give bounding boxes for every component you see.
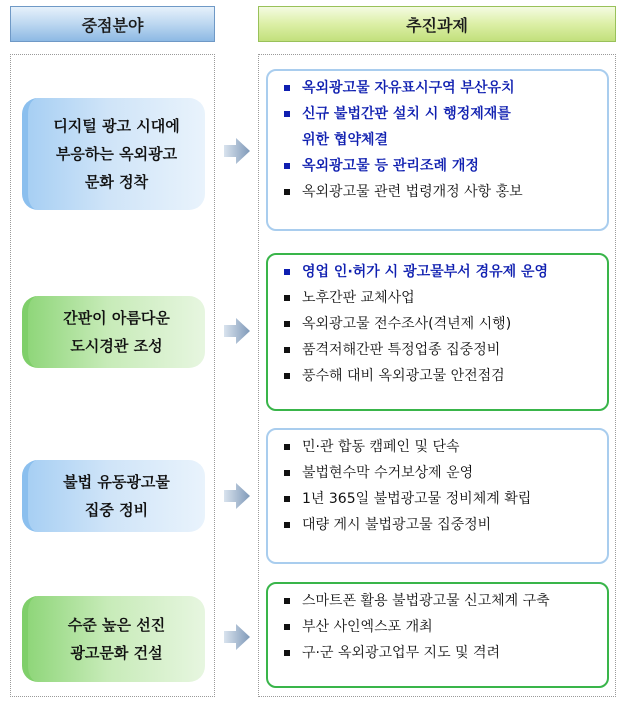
task-box-4 — [266, 582, 609, 688]
bullet-icon — [284, 85, 290, 91]
task-item-continuation: 위한 협약체결 — [302, 132, 389, 148]
task-box-2 — [266, 253, 609, 411]
arrow-right-icon — [222, 622, 252, 652]
arrow-right-icon — [222, 136, 252, 166]
bullet-icon — [284, 598, 290, 604]
task-item: 부산 사인엑스포 개최 — [280, 614, 607, 640]
focus-area-1 — [22, 98, 205, 210]
bullet-icon — [284, 111, 290, 117]
focus-area-label: 문화 정착 — [84, 173, 149, 191]
focus-area-label: 집중 정비 — [84, 501, 149, 519]
focus-area-label: 광고문화 건설 — [70, 644, 163, 662]
task-item: 불법현수막 수거보상제 운영 — [280, 460, 607, 486]
header-tasks: 추진과제 — [258, 6, 616, 42]
task-item: 옥외광고물 관련 법령개정 사항 홍보 — [280, 179, 607, 205]
focus-area-label: 디지털 광고 시대에 — [53, 117, 180, 135]
task-item: 옥외광고물 등 관리조례 개정 — [280, 153, 607, 179]
task-item: 노후간판 교체사업 — [280, 285, 607, 311]
focus-area-label: 불법 유동광고물 — [63, 473, 170, 491]
focus-area-2 — [22, 296, 205, 368]
bullet-icon — [284, 522, 290, 528]
task-item: 민·관 합동 캠페인 및 단속 — [280, 434, 607, 460]
task-item: 영업 인·허가 시 광고물부서 경유제 운영 — [280, 259, 607, 285]
task-item: 신규 불법간판 설치 시 행정제재를 — [280, 101, 607, 127]
focus-area-label: 부응하는 옥외광고 — [55, 145, 178, 163]
bullet-icon — [284, 269, 290, 275]
bullet-icon — [284, 444, 290, 450]
bullet-icon — [284, 470, 290, 476]
task-item: 옥외광고물 자유표시구역 부산유치 — [280, 75, 607, 101]
focus-area-4 — [22, 596, 205, 682]
bullet-icon — [284, 347, 290, 353]
task-item: 1년 365일 불법광고물 정비체계 확립 — [280, 486, 607, 512]
task-item: 구·군 옥외광고업무 지도 및 격려 — [280, 640, 607, 666]
focus-area-label: 수준 높은 선진 — [67, 616, 166, 634]
task-item: 품격저해간판 특정업종 집중정비 — [280, 337, 607, 363]
arrow-right-icon — [222, 481, 252, 511]
task-item: 옥외광고물 전수조사(격년제 시행) — [280, 311, 607, 337]
bullet-icon — [284, 624, 290, 630]
header-focus-areas: 중점분야 — [10, 6, 215, 42]
task-item: 대량 게시 불법광고물 집중정비 — [280, 512, 607, 538]
task-item: 풍수해 대비 옥외광고물 안전점검 — [280, 363, 607, 389]
bullet-icon — [284, 321, 290, 327]
bullet-icon — [284, 189, 290, 195]
task-box-1 — [266, 69, 609, 231]
focus-area-label: 도시경관 조성 — [70, 337, 163, 355]
bullet-icon — [284, 496, 290, 502]
bullet-icon — [284, 373, 290, 379]
task-item: 스마트폰 활용 불법광고물 신고체계 구축 — [280, 588, 607, 614]
task-box-3 — [266, 428, 609, 564]
focus-area-3 — [22, 460, 205, 532]
bullet-icon — [284, 295, 290, 301]
focus-area-label: 간판이 아름다운 — [63, 309, 170, 327]
bullet-icon — [284, 163, 290, 169]
bullet-icon — [284, 650, 290, 656]
arrow-right-icon — [222, 316, 252, 346]
